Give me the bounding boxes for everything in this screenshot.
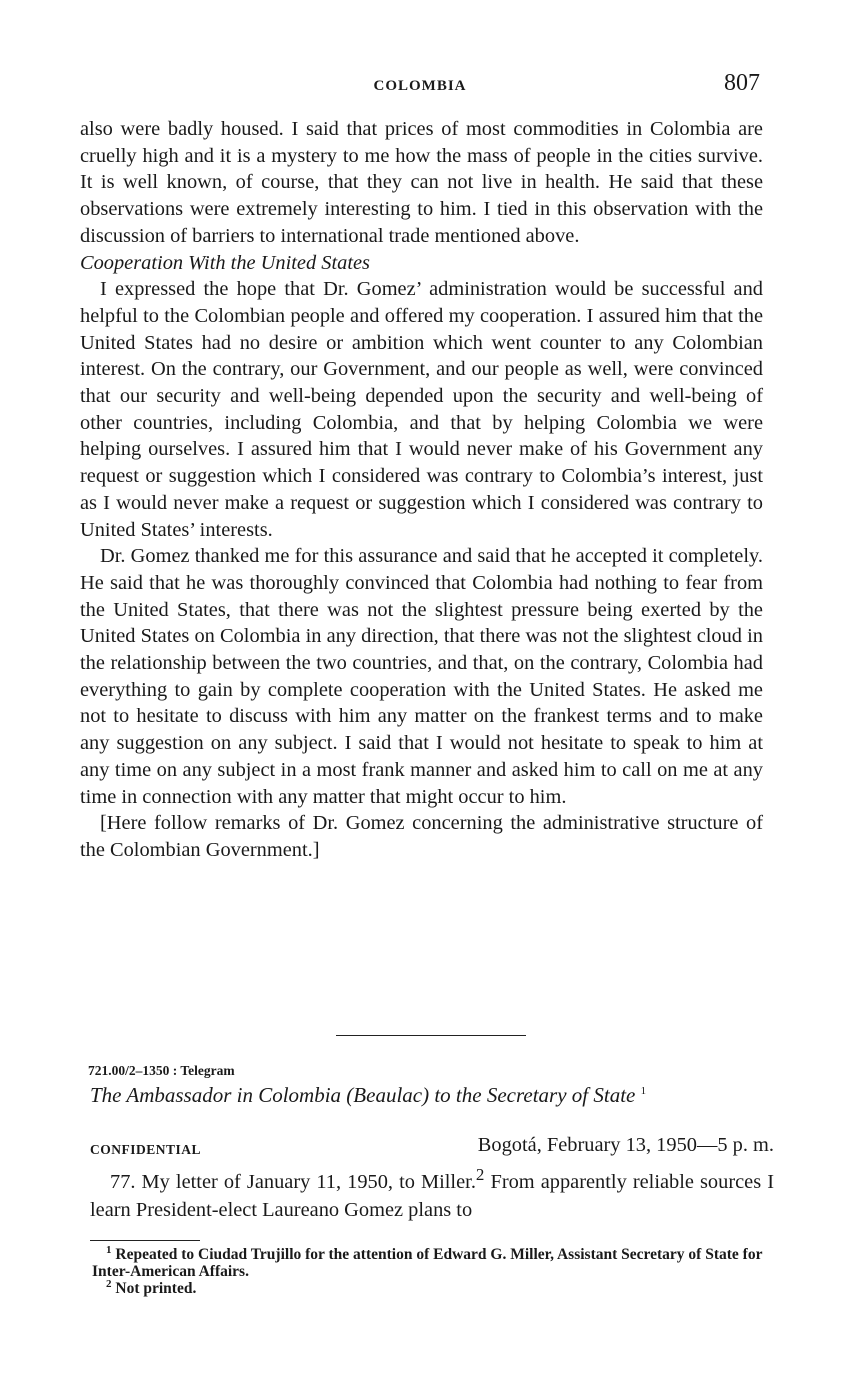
- footnote-mark-2: 2: [106, 1277, 112, 1290]
- telegram-text-start: 77. My letter of January 11, 1950, to Miller.: [110, 1170, 476, 1193]
- footnote-divider: [90, 1240, 200, 1241]
- footnote-2: [92, 1277, 780, 1297]
- file-number: 721.00/2–1350 : Telegram: [88, 1063, 235, 1078]
- section-divider: [336, 1035, 526, 1036]
- telegram-text-rest: From apparently reliable sources I learn President-elect Laureano Gomez plans to: [90, 1170, 774, 1221]
- paragraph-continued: also were badly housed. I said that prices of most commodities in Colombia are cruelly high and it is a mystery to me how the mass of people in the cities survive. It is well known, of course, that they can not live in health. He said that these observations were extremely interesting to him. I tied in this observation with the discussion of barriers to international trade mentioned above.: [80, 118, 763, 247]
- document-title: [90, 1083, 780, 1108]
- telegram-paragraph: [90, 1161, 774, 1224]
- place-date: Bogotá, February 13, 1950—5 p. m.: [477, 1134, 774, 1156]
- document-title-text: The Ambassador in Colombia (Beaulac) to the Secretary of State: [90, 1083, 636, 1107]
- running-title: COLOMBIA: [373, 78, 467, 94]
- section-heading: Cooperation With the United States: [80, 251, 370, 274]
- running-head: [80, 70, 760, 100]
- paragraph-editorial-note: [Here follow remarks of Dr. Gomez concerning the administrative structure of the Colombian Government.]: [80, 812, 763, 861]
- footnote-mark-1: 1: [106, 1243, 112, 1256]
- footnote-ref-2[interactable]: 2: [475, 1165, 485, 1184]
- footnote-text-1: Repeated to Ciudad Trujillo for the attention of Edward G. Miller, Assistant Secretary of State for Inter-American Affairs.: [92, 1246, 763, 1280]
- body-text: [80, 116, 763, 864]
- footnote-text-2: Not printed.: [115, 1280, 197, 1297]
- paragraph-cooperation: I expressed the hope that Dr. Gomez’ administration would be successful and helpful to the Colombian people and offered my cooperation. I assured him that the United States had no desire or ambition which went counter to any Colombian interest. On the contrary, our Government, and our people as well, were convinced that our security and well-being depended upon the security and well-being of other countries, including Colombia, and that by helping Colombia we were helping ourselves. I assured him that I would never make of his Government any request or suggestion which I considered was contrary to Colombia’s interest, just as I would never make a request or suggestion which I considered was contrary to United States’ interests.: [80, 278, 763, 541]
- footnote-ref-1[interactable]: 1: [640, 1085, 647, 1097]
- classification: CONFIDENTIAL: [90, 1142, 202, 1157]
- paragraph-gomez-reply: Dr. Gomez thanked me for this assurance and said that he accepted it completely. He said that he was thoroughly convinced that Colombia had nothing to fear from the United States, that there was not the slightest pressure being exerted by the United States on Colombia in any direction, that there was not the slightest cloud in the relationship between the two countries, and that, on the contrary, Colombia had everything to gain by complete cooperation with the United States. He asked me not to hesitate to discuss with him any matter on the frankest terms and to make any suggestion on any subject. I said that I would not hesitate to speak to him at any time on any subject in a most frank manner and asked him to call on me at any time in connection with any matter that might occur to him.: [80, 545, 763, 808]
- footnote-1: [92, 1243, 780, 1280]
- page-number: 807: [724, 70, 760, 96]
- telegram-text: [90, 1161, 774, 1224]
- footnotes: [92, 1243, 780, 1297]
